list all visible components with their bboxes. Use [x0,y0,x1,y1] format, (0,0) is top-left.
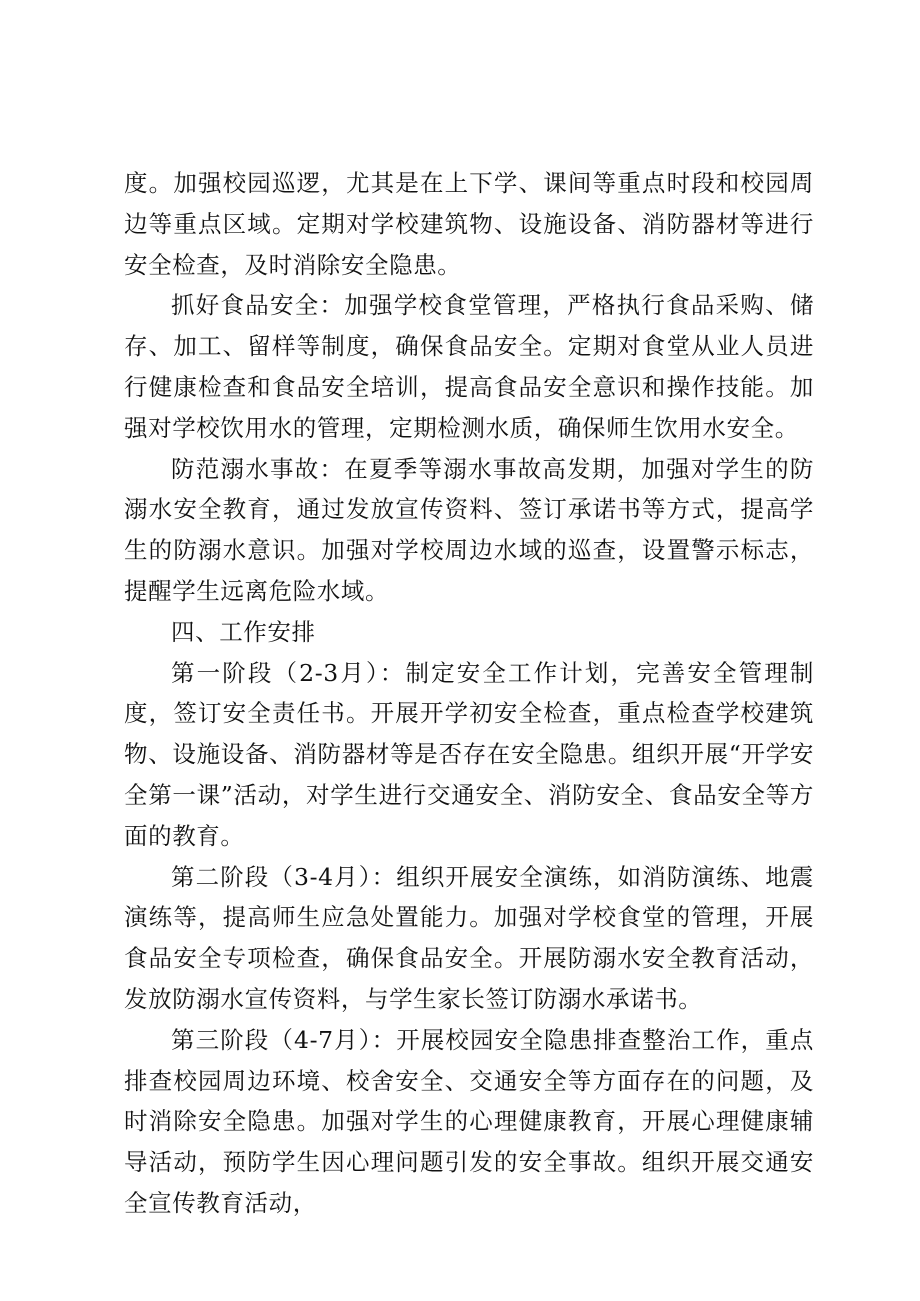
paragraph-phase-three: 第三阶段（4-7月）：开展校园安全隐患排查整治工作，重点排查校园周边环境、校舍安全、交通安全等方面存在的问题，及时消除安全隐患。加强对学生的心理健康教育，开展心理健康辅导活动，预防学生因心理问题引发的安全事故。组织开展交通安全宣传教育活动， [124,1025,814,1217]
paragraph-drowning-prevention: 防范溺水事故：在夏季等溺水事故高发期，加强对学生的防溺水安全教育，通过发放宣传资料、签订承诺书等方式，提高学生的防溺水意识。加强对学校周边水域的巡查，设置警示标志，提醒学生远离危险水域。 [124,454,814,605]
paragraph-food-safety: 抓好食品安全：加强学校食堂管理，严格执行食品采购、储存、加工、留样等制度，确保食品安全。定期对食堂从业人员进行健康检查和食品安全培训，提高食品安全意识和操作技能。加强对学校饮用水的管理，定期检测水质，确保师生饮用水安全。 [124,291,814,442]
paragraph-phase-one: 第一阶段（2-3月）：制定安全工作计划，完善安全管理制度，签订安全责任书。开展开学初安全检查，重点检查学校建筑物、设施设备、消防器材等是否存在安全隐患。组织开展“开学安全第一课”活动，对学生进行交通安全、消防安全、食品安全等方面的教育。 [124,658,814,850]
document-body [124,163,814,1224]
paragraph-continuation: 度。加强校园巡逻，尤其是在上下学、课间等重点时段和校园周边等重点区域。定期对学校建筑物、设施设备、消防器材等进行安全检查，及时消除安全隐患。 [124,169,814,279]
paragraph-phase-two: 第二阶段（3-4月）：组织开展安全演练，如消防演练、地震演练等，提高师生应急处置能力。加强对学校食堂的管理，开展食品安全专项检查，确保食品安全。开展防溺水安全教育活动，发放防溺水宣传资料，与学生家长签订防溺水承诺书。 [124,862,814,1013]
section-heading-work-arrangement: 四、工作安排 [171,617,316,646]
